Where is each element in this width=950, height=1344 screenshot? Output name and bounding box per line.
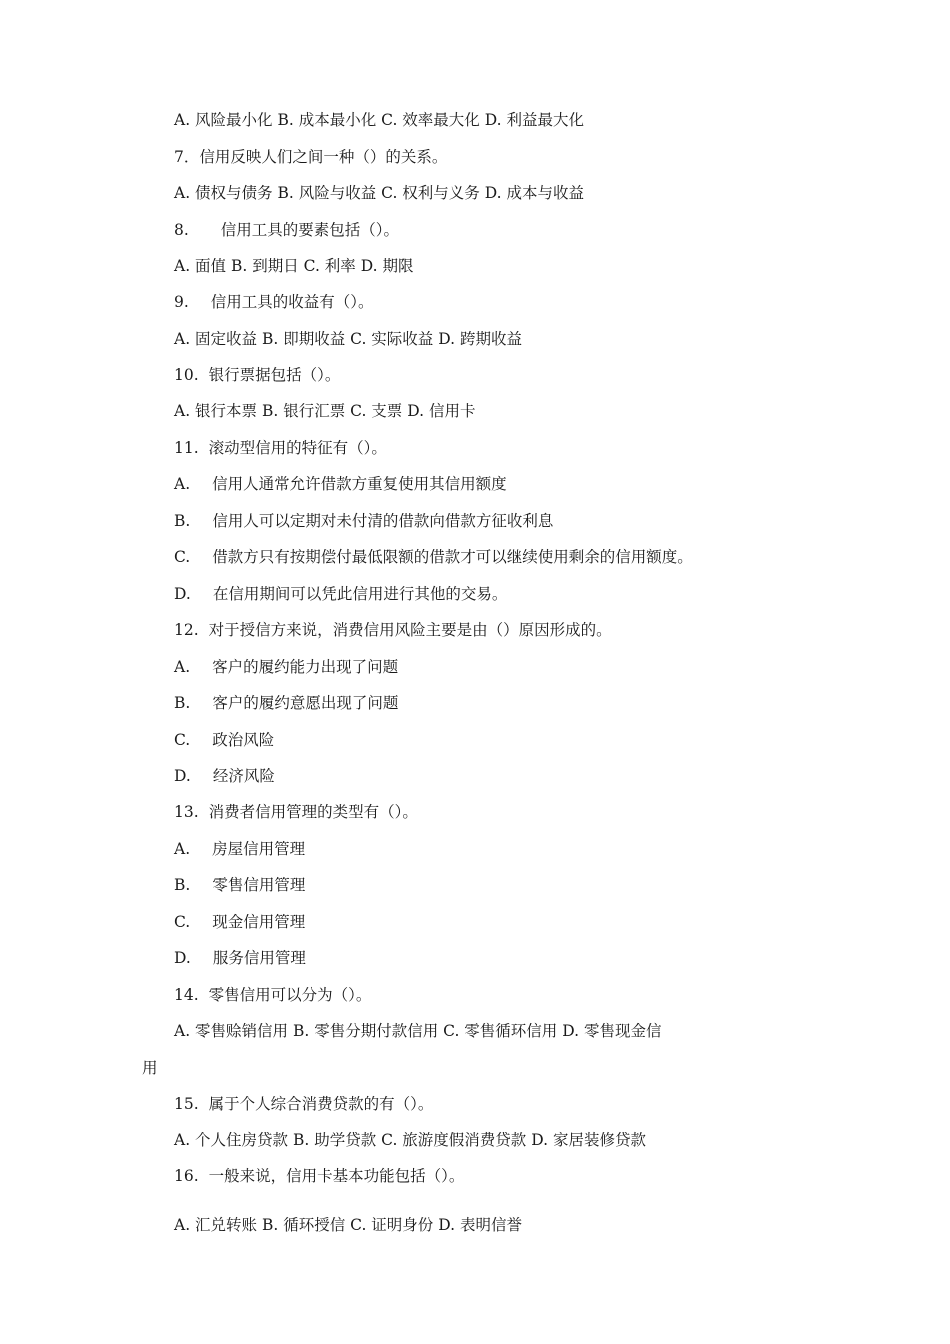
q11-option-c: C. 借款方只有按期偿付最低限额的借款才可以继续使用剩余的信用额度。 — [174, 548, 693, 566]
q14-options: A. 零售赊销信用 B. 零售分期付款信用 C. 零售循环信用 D. 零售现金信 — [174, 1022, 662, 1040]
q8-question: 8. 信用工具的要素包括（）。 — [174, 221, 400, 239]
q11-option-b: B. 信用人可以定期对未付清的借款向借款方征收利息 — [174, 512, 554, 530]
q10-options: A. 银行本票 B. 银行汇票 C. 支票 D. 信用卡 — [174, 402, 476, 420]
q7-question: 7．信用反映人们之间一种（）的关系。 — [174, 148, 448, 166]
q10-question: 10. 银行票据包括（）。 — [174, 366, 341, 384]
q13-option-c: C. 现金信用管理 — [174, 913, 306, 931]
q9-question: 9. 信用工具的收益有（）。 — [174, 293, 374, 311]
q16-options: A. 汇兑转账 B. 循环授信 C. 证明身份 D. 表明信誉 — [174, 1216, 522, 1234]
q16-question: 16. 一般来说，信用卡基本功能包括（）。 — [174, 1167, 465, 1185]
q15-options: A. 个人住房贷款 B. 助学贷款 C. 旅游度假消费贷款 D. 家居装修贷款 — [174, 1131, 646, 1149]
q6-options: A. 风险最小化 B. 成本最小化 C. 效率最大化 D. 利益最大化 — [174, 111, 584, 129]
q12-option-c: C. 政治风险 — [174, 731, 275, 749]
q12-question: 12. 对于授信方来说，消费信用风险主要是由（）原因形成的。 — [174, 621, 612, 639]
q13-option-a: A. 房屋信用管理 — [174, 840, 306, 858]
q13-question: 13. 消费者信用管理的类型有（）。 — [174, 803, 418, 821]
q14-question: 14. 零售信用可以分为（）。 — [174, 986, 372, 1004]
q8-options: A. 面值 B. 到期日 C. 利率 D. 期限 — [174, 257, 414, 275]
q12-option-b: B. 客户的履约意愿出现了问题 — [174, 694, 399, 712]
q11-question: 11. 滚动型信用的特征有（）。 — [174, 439, 387, 457]
q11-option-d: D. 在信用期间可以凭此信用进行其他的交易。 — [174, 585, 508, 603]
q15-question: 15. 属于个人综合消费贷款的有（）。 — [174, 1095, 434, 1113]
q11-option-a: A. 信用人通常允许借款方重复使用其信用额度 — [174, 475, 507, 493]
q12-option-a: A. 客户的履约能力出现了问题 — [174, 658, 399, 676]
q13-option-b: B. 零售信用管理 — [174, 876, 306, 894]
q14-options-continued: 用 — [142, 1059, 158, 1077]
q13-option-d: D. 服务信用管理 — [174, 949, 306, 967]
q7-options: A. 债权与债务 B. 风险与收益 C. 权利与义务 D. 成本与收益 — [174, 184, 584, 202]
q12-option-d: D. 经济风险 — [174, 767, 275, 785]
q9-options: A. 固定收益 B. 即期收益 C. 实际收益 D. 跨期收益 — [174, 330, 522, 348]
